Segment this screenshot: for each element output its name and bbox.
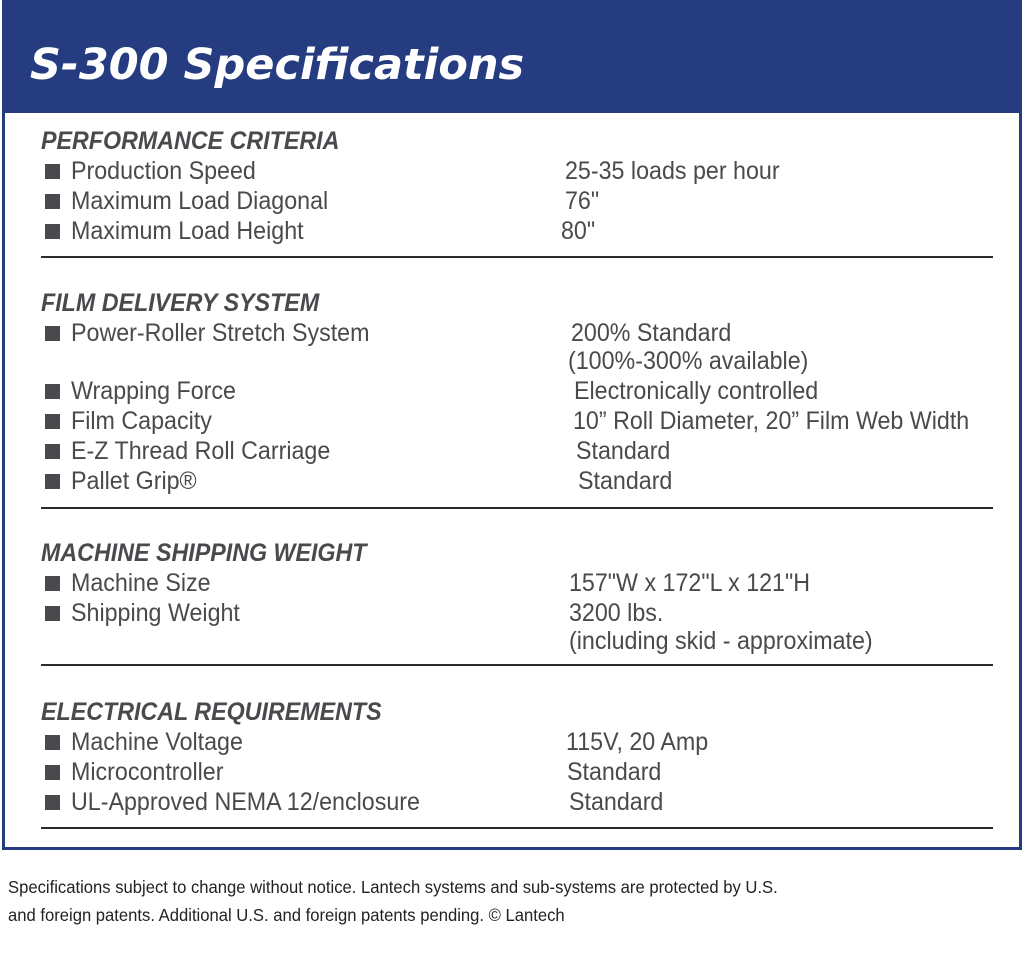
spec-value: Electronically controlled: [574, 377, 819, 405]
spec-label: Film Capacity: [71, 407, 212, 435]
square-bullet-icon: [45, 194, 60, 209]
section-film-delivery-system: [41, 288, 993, 496]
spec-label: Pallet Grip®: [71, 467, 197, 495]
spec-value-note: (100%-300% available): [568, 347, 809, 375]
spec-row: [41, 436, 993, 466]
spec-label: Power-Roller Stretch System: [71, 319, 370, 347]
spec-row: [41, 568, 993, 598]
title-banner: [5, 0, 1019, 113]
square-bullet-icon: [45, 576, 60, 591]
spec-value: Standard: [569, 788, 664, 816]
spec-row: [41, 186, 993, 216]
square-bullet-icon: [45, 164, 60, 179]
spec-row: [41, 466, 993, 496]
spec-label: Maximum Load Height: [71, 217, 304, 245]
spec-label: Machine Voltage: [71, 728, 243, 756]
spec-value: 157"W x 172"L x 121"H: [569, 569, 811, 597]
disclaimer-footer: [8, 873, 968, 929]
page-title: S-300 Specifications: [30, 40, 525, 90]
spec-label: Microcontroller: [71, 758, 224, 786]
section-heading: PERFORMANCE CRITERIA: [41, 127, 340, 155]
spec-row: [41, 598, 993, 656]
section-divider: [41, 664, 993, 666]
spec-row: [41, 787, 993, 817]
disclaimer-line-2: and foreign patents. Additional U.S. and foreign patents pending. © Lantech: [8, 905, 565, 925]
spec-value-note: (including skid - approximate): [569, 627, 873, 655]
section-divider: [41, 827, 993, 829]
spec-value: Standard: [578, 467, 673, 495]
spec-value: 115V, 20 Amp: [566, 728, 709, 756]
spec-row: [41, 757, 993, 787]
square-bullet-icon: [45, 606, 60, 621]
spec-value: Standard: [576, 437, 671, 465]
spec-panel: [2, 0, 1022, 850]
square-bullet-icon: [45, 444, 60, 459]
square-bullet-icon: [45, 414, 60, 429]
spec-row: [41, 156, 993, 186]
section-machine-shipping-weight: [41, 538, 993, 656]
square-bullet-icon: [45, 474, 60, 489]
spec-value: 3200 lbs.: [569, 599, 664, 627]
square-bullet-icon: [45, 795, 60, 810]
spec-label: Shipping Weight: [71, 599, 240, 627]
section-heading: MACHINE SHIPPING WEIGHT: [41, 539, 367, 567]
spec-value: 76": [565, 187, 600, 215]
spec-label: Production Speed: [71, 157, 256, 185]
spec-label: Maximum Load Diagonal: [71, 187, 329, 215]
spec-value: Standard: [567, 758, 662, 786]
disclaimer-line-1: Specifications subject to change without notice. Lantech systems and sub-systems are protected by U.S.: [8, 877, 778, 897]
spec-row: [41, 406, 993, 436]
spec-label: E-Z Thread Roll Carriage: [71, 437, 331, 465]
section-heading: FILM DELIVERY SYSTEM: [41, 289, 320, 317]
square-bullet-icon: [45, 224, 60, 239]
spec-value: 25-35 loads per hour: [565, 157, 780, 185]
square-bullet-icon: [45, 735, 60, 750]
section-performance-criteria: [41, 126, 993, 246]
spec-label: Machine Size: [71, 569, 211, 597]
spec-row: [41, 216, 993, 246]
spec-value: 80": [561, 217, 596, 245]
square-bullet-icon: [45, 765, 60, 780]
spec-label: UL-Approved NEMA 12/enclosure: [71, 788, 420, 816]
section-divider: [41, 507, 993, 509]
spec-row: [41, 727, 993, 757]
spec-row: [41, 318, 993, 376]
spec-label: Wrapping Force: [71, 377, 236, 405]
section-electrical-requirements: [41, 697, 993, 817]
square-bullet-icon: [45, 384, 60, 399]
square-bullet-icon: [45, 326, 60, 341]
spec-row: [41, 376, 993, 406]
section-divider: [41, 256, 993, 258]
spec-value: 10” Roll Diameter, 20” Film Web Width: [573, 407, 970, 435]
spec-value: 200% Standard: [571, 319, 732, 347]
section-heading: ELECTRICAL REQUIREMENTS: [41, 698, 382, 726]
